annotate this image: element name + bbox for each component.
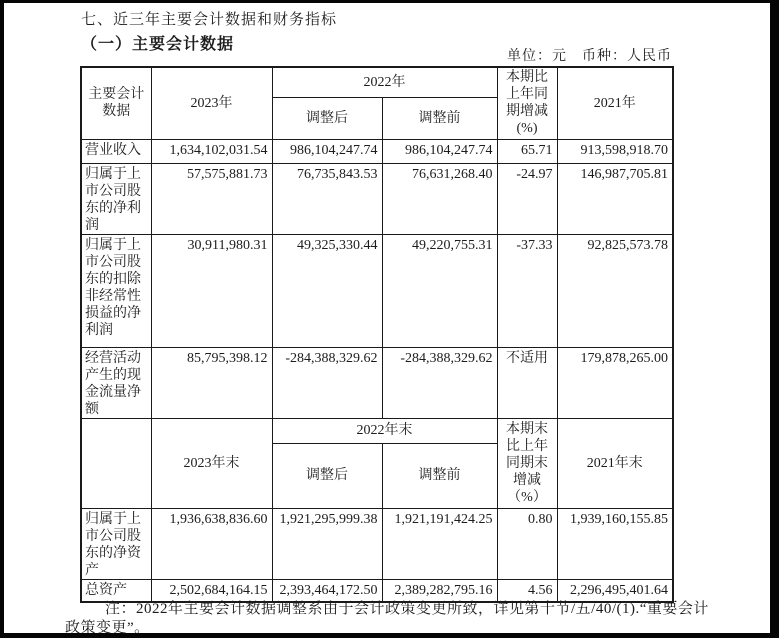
- row-label: 归属于上市公司股东的净资产: [81, 508, 151, 579]
- value-change: 4.56: [497, 579, 557, 602]
- value-2022-adjusted: 2,393,464,172.50: [272, 579, 382, 602]
- section-title: 七、近三年主要会计数据和财务指标: [81, 12, 338, 28]
- value-2021: 1,939,160,155.85: [557, 508, 673, 579]
- value-2023: 30,911,980.31: [151, 234, 272, 347]
- table-row: [81, 139, 673, 163]
- value-2021: 913,598,918.70: [557, 139, 673, 163]
- value-2022-preadjust: 49,220,755.31: [382, 234, 497, 347]
- value-2022-preadjust: 76,631,268.40: [382, 163, 497, 234]
- value-2022-adjusted: 1,921,295,999.38: [272, 508, 382, 579]
- header-2022-end: 2022年末: [272, 418, 497, 443]
- scan-edge-top: [0, 0, 779, 3]
- row-label: 归属于上市公司股东的净利润: [81, 163, 151, 234]
- footnote: 注：2022年主要会计数据调整系由于会计政策变更所致，详见第十节/五/40/(1).“重要会计政策变更”。: [65, 601, 709, 636]
- value-2022-preadjust: 2,389,282,795.16: [382, 579, 497, 602]
- value-2021: 146,987,705.81: [557, 163, 673, 234]
- row-label: 营业收入: [81, 139, 151, 163]
- table-row: [81, 579, 673, 602]
- header-2022-end-adjusted: 调整后: [272, 443, 382, 508]
- value-2022-adjusted: 76,735,843.53: [272, 163, 382, 234]
- header-2021: 2021年: [557, 67, 673, 139]
- value-2022-adjusted: 49,325,330.44: [272, 234, 382, 347]
- value-2022-preadjust: 1,921,191,424.25: [382, 508, 497, 579]
- header-end-change-pct: 本期末比上年同期末增减（%）: [497, 418, 557, 508]
- header-2023-end: 2023年末: [151, 418, 272, 508]
- table-row: [81, 347, 673, 418]
- header-2022-preadjust: 调整前: [382, 97, 497, 139]
- value-2021: 92,825,573.78: [557, 234, 673, 347]
- value-2023: 2,502,684,164.15: [151, 579, 272, 602]
- value-change: 不适用: [497, 347, 557, 418]
- row-label: 归属于上市公司股东的扣除非经常性损益的净利润: [81, 234, 151, 347]
- header-2022-adjusted: 调整后: [272, 97, 382, 139]
- value-2023: 57,575,881.73: [151, 163, 272, 234]
- value-change: 0.80: [497, 508, 557, 579]
- header-2022-end-preadjust: 调整前: [382, 443, 497, 508]
- value-2021: 2,296,495,401.64: [557, 579, 673, 602]
- value-2022-preadjust: -284,388,329.62: [382, 347, 497, 418]
- row-label: 经营活动产生的现金流量净额: [81, 347, 151, 418]
- value-2022-adjusted: 986,104,247.74: [272, 139, 382, 163]
- value-change: -37.33: [497, 234, 557, 347]
- key-accounting-data-table: [80, 66, 674, 603]
- value-2023: 1,634,102,031.54: [151, 139, 272, 163]
- row-label: 总资产: [81, 579, 151, 602]
- value-2023: 1,936,638,836.60: [151, 508, 272, 579]
- header-change-pct: 本期比上年同期增减(%): [497, 67, 557, 139]
- header-2021-end: 2021年末: [557, 418, 673, 508]
- empty-corner-cell: [81, 418, 151, 508]
- value-change: 65.71: [497, 139, 557, 163]
- table-row: [81, 508, 673, 579]
- scan-edge-right: [770, 0, 779, 638]
- header-2022: 2022年: [272, 67, 497, 97]
- value-change: -24.97: [497, 163, 557, 234]
- header-main-data: 主要会计数据: [81, 67, 151, 139]
- table-row: [81, 163, 673, 234]
- unit-currency-note: 单位：元 币种：人民币: [507, 49, 672, 64]
- header-2023: 2023年: [151, 67, 272, 139]
- value-2022-adjusted: -284,388,329.62: [272, 347, 382, 418]
- scan-edge-left: [0, 0, 4, 638]
- value-2023: 85,795,398.12: [151, 347, 272, 418]
- value-2022-preadjust: 986,104,247.74: [382, 139, 497, 163]
- value-2021: 179,878,265.00: [557, 347, 673, 418]
- table-row: [81, 234, 673, 347]
- subsection-title: （一）主要会计数据: [81, 36, 235, 53]
